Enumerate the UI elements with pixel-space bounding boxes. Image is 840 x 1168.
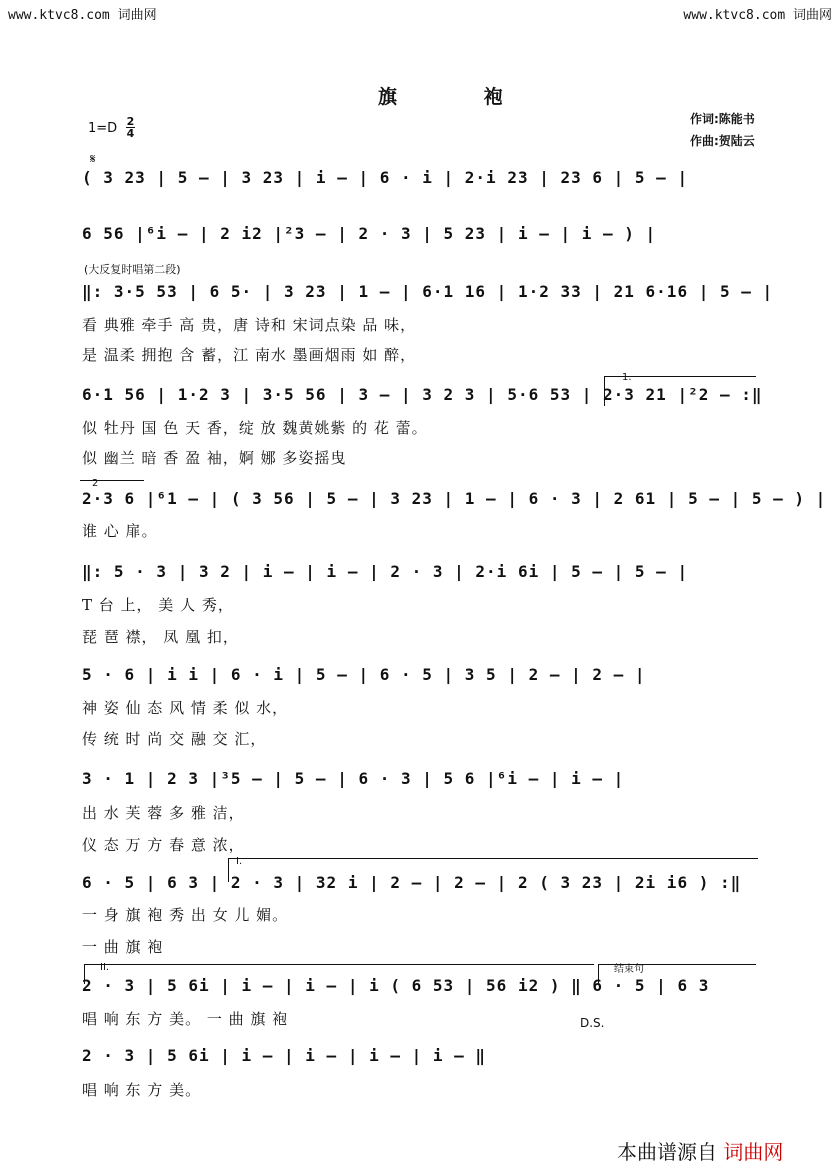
ending-last-label: 结束句	[614, 964, 644, 975]
time-signature: 2 4	[126, 115, 135, 140]
footer-brand[interactable]: 词曲网	[723, 1140, 784, 1164]
lyric-row-6-verse1: T 台 上， 美 人 秀，	[82, 596, 234, 614]
score-row-8: 3 · 1 | 2 3 |³5 — | 5 — | 6 · 3 | 5 6 |⁶i — | i — |	[82, 769, 625, 788]
lyric-row-3-verse2: 是 温柔 拥抱 含 蓄，江 南水 墨画烟雨 如 醉，	[82, 346, 417, 364]
lyric-row-6-verse2: 琵 琶 襟， 凤 凰 扣，	[82, 628, 239, 646]
composer-credit: 作曲:贺陆云	[690, 134, 755, 148]
lyric-row-11-verse1: 唱 响 东 方 美。	[82, 1081, 202, 1099]
score-row-2: 6 56 |⁶i — | 2 i2 |²3 — | 2 · 3 | 5 23 | i — | i — ) |	[82, 224, 657, 243]
ending-1-label: 1.	[622, 372, 632, 383]
lyric-row-9-verse1: 一 身 旗 袍 秀 出 女 儿 媚。	[82, 906, 289, 924]
ending-2-label: II.	[100, 962, 110, 973]
ending-1b-label: I.	[236, 856, 243, 867]
lyric-row-8-verse2: 仪 态 万 方 春 意 浓，	[82, 836, 245, 854]
score-row-1: ( 3 23 | 5 — | 3 23 | i — | 6 · i | 2·i 23 | 23 6 | 5 — |	[82, 168, 689, 187]
lyric-row-7-verse2: 传 统 时 尚 交 融 交 汇，	[82, 730, 267, 748]
lyric-row-5-verse1: 谁 心 扉。	[82, 522, 158, 540]
lyric-row-7-verse1: 神 姿 仙 态 风 情 柔 似 水，	[82, 699, 289, 717]
key-signature: 1=D	[88, 121, 118, 136]
site-url-right: www.ktvc8.com 词曲网	[683, 8, 832, 23]
lyric-row-4-verse1: 似 牡丹 国 色 天 香，绽 放 魏黄姚紫 的 花 蕾。	[82, 419, 428, 437]
song-title: 旗 袍	[378, 86, 543, 108]
repeat-note: (大反复时唱第二段)	[84, 263, 181, 276]
score-row-11: 2 · 3 | 5 6i | i — | i — | i — | i — ‖	[82, 1046, 487, 1065]
score-row-10: 2 · 3 | 5 6i | i — | i — | i ( 6 53 | 56 i2 ) ‖ 6 · 5 | 6 3	[82, 976, 710, 995]
lyric-row-3-verse1: 看 典雅 牵手 高 贵，唐 诗和 宋词点染 品 味，	[82, 316, 417, 334]
footer-source-text: 本曲谱源自	[617, 1140, 717, 1164]
lyric-row-10-verse1: 唱 响 东 方 美。 一 曲 旗 袍	[82, 1010, 289, 1028]
lyricist-credit: 作词:陈能书	[690, 112, 755, 126]
site-url-left: www.ktvc8.com 词曲网	[8, 8, 157, 23]
score-row-4: 6·1 56 | 1·2 3 | 3·5 56 | 3 — | 3 2 3 | 5·6 53 | 2·3 21 |²2 — :‖	[82, 385, 763, 404]
lyric-row-9-verse2: 一 曲 旗 袍	[82, 938, 164, 956]
score-row-6: ‖: 5 · 3 | 3 2 | i — | i — | 2 · 3 | 2·i 6i | 5 — | 5 — |	[82, 562, 689, 581]
lyric-row-8-verse1: 出 水 芙 蓉 多 雅 洁，	[82, 804, 245, 822]
score-row-5: 2·3 6 |⁶1 — | ( 3 56 | 5 — | 3 23 | 1 — | 6 · 3 | 2 61 | 5 — | 5 — ) |	[82, 489, 827, 508]
segno-icon: 𝄋	[90, 152, 96, 167]
score-row-9: 6 · 5 | 6 3 | 2 · 3 | 32 i | 2 — | 2 — | 2 ( 3 23 | 2i i6 ) :‖	[82, 873, 742, 892]
footer-source	[617, 1136, 783, 1165]
score-row-7: 5 · 6 | i i | 6 · i | 5 — | 6 · 5 | 3 5 | 2 — | 2 — |	[82, 665, 646, 684]
volta-2-label: 2	[92, 478, 99, 489]
ds-mark: D.S.	[580, 1016, 605, 1030]
score-row-3: ‖: 3·5 53 | 6 5· | 3 23 | 1 — | 6·1 16 | 1·2 33 | 21 6·16 | 5 — |	[82, 282, 774, 301]
lyric-row-4-verse2: 似 幽兰 暗 香 盈 袖，婀 娜 多姿摇曳	[82, 449, 347, 467]
